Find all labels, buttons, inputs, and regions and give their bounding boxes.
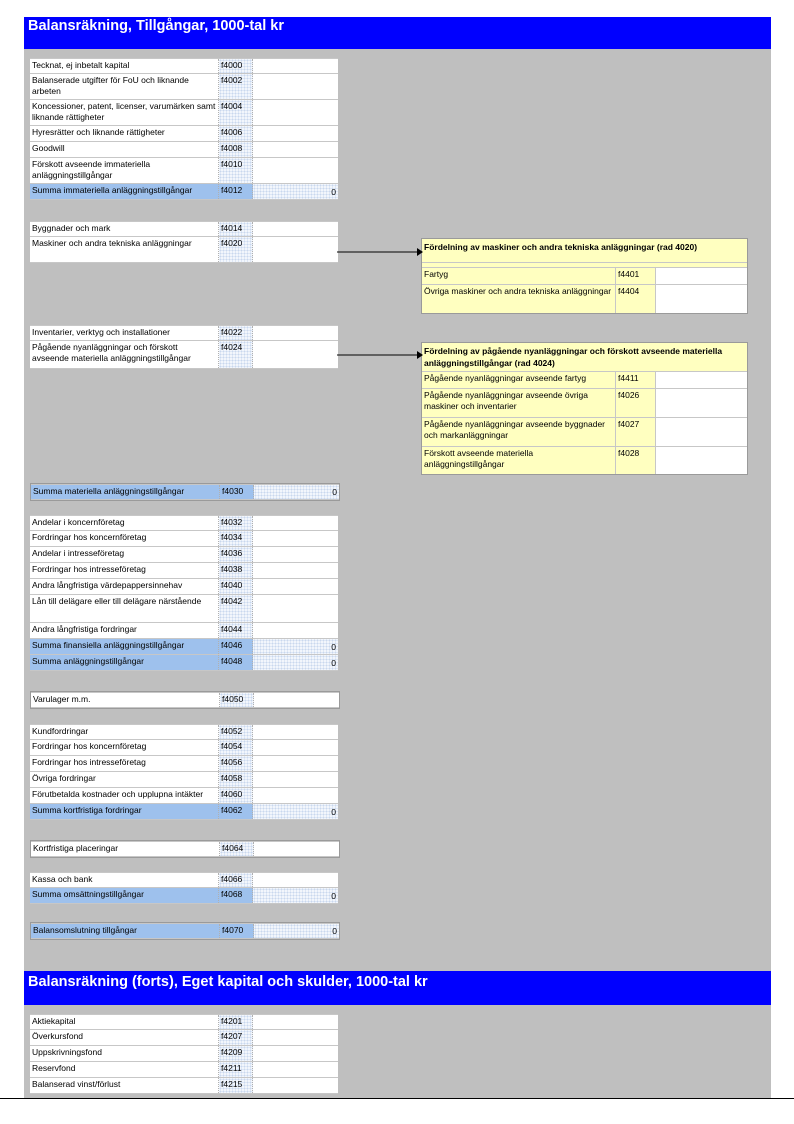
row-code: f4044 [219,623,253,638]
distribution-title: Fördelning av pågående nyanläggningar och förskott avseende materiella anläggningstillgångar (rad 4024) [422,343,747,372]
block-materiella-1 [30,221,338,263]
value-input[interactable] [253,516,338,530]
table-row [30,1078,338,1094]
row-label: Summa omsättningstillgångar [30,888,219,903]
table-row [30,655,338,671]
table-row [30,325,338,341]
row-code: f4008 [219,142,253,157]
table-row [30,639,338,655]
table-row [30,74,338,100]
value-input[interactable] [253,326,338,340]
value-input[interactable] [253,725,338,739]
row-code: f4002 [219,74,253,99]
nyanlaggningar-distribution-box [421,342,748,475]
table-row [30,1046,338,1062]
row-code: f4046 [219,639,253,654]
row-code: f4207 [219,1030,253,1045]
distribution-label: Pågående nyanläggningar avseende fartyg [424,373,587,383]
row-code: f4062 [219,804,253,819]
row-code: f4032 [219,516,253,530]
table-row [31,841,339,857]
table-row [30,1014,338,1030]
row-label: Förutbetalda kostnader och upplupna intäkter [30,788,219,803]
value-input[interactable] [253,595,338,622]
row-label: Andra långfristiga värdepappersinnehav [30,579,219,594]
distribution-row [422,285,747,313]
row-label: Summa anläggningstillgångar [30,655,219,670]
row-code: f4211 [219,1062,253,1077]
row-code: f4060 [219,788,253,803]
distribution-label: Övriga maskiner och andra tekniska anläggningar [424,286,612,296]
table-row [30,142,338,158]
value-input[interactable] [253,531,338,546]
table-row [31,923,339,939]
row-code: f4058 [219,772,253,787]
row-code: f4054 [219,740,253,755]
distribution-value-input[interactable] [655,372,747,388]
page-title [24,17,771,49]
value-input[interactable] [253,1030,338,1045]
table-row [31,484,339,500]
maskiner-distribution-box [421,238,748,314]
value-input[interactable]: 0 [253,804,338,819]
row-label: Summa materiella anläggningstillgångar [31,485,220,499]
row-label: Goodwill [30,142,219,157]
value-input[interactable] [253,1015,338,1029]
block-kassa [30,872,338,904]
row-label: Hyresrätter och liknande rättigheter [30,126,219,141]
row-code: f4034 [219,531,253,546]
row-code: f4050 [220,693,254,707]
row-code: f4020 [219,237,253,262]
table-row [30,341,338,369]
row-code: f4064 [220,842,254,856]
table-row [30,772,338,788]
distribution-row [422,372,747,389]
block-materiella-2 [30,325,338,369]
block-immateriella [30,58,338,200]
row-label: Summa kortfristiga fordringar [30,804,219,819]
value-input[interactable]: 0 [253,639,338,654]
distribution-label: Pågående nyanläggningar avseende byggnader och markanläggningar [424,419,606,440]
table-row [30,531,338,547]
value-input[interactable] [253,1062,338,1077]
value-input[interactable] [253,158,338,183]
table-row [30,100,338,126]
row-label: Summa immateriella anläggningstillgångar [30,184,219,199]
row-code: f4201 [219,1015,253,1029]
block-balans [30,922,340,940]
table-row [30,515,338,531]
row-code: f4006 [219,126,253,141]
row-label: Fordringar hos koncernföretag [30,531,219,546]
row-code: f4000 [219,59,253,73]
table-row [30,184,338,200]
value-input[interactable] [253,756,338,771]
distribution-value-input[interactable] [655,268,747,284]
table-row [30,724,338,740]
row-code: f4048 [219,655,253,670]
value-input[interactable]: 0 [254,924,339,938]
value-input[interactable] [253,563,338,578]
block-finansiella [30,515,338,671]
block-eget-kapital [30,1014,338,1094]
row-label: Aktiekapital [30,1015,219,1029]
table-row [30,221,338,237]
row-label: Pågående nyanläggningar och förskott avseende materiella anläggningstillgångar [30,341,219,368]
row-label: Fordringar hos intresseföretag [30,756,219,771]
table-row [30,888,338,904]
distribution-code: f4026 [615,389,655,417]
value-input[interactable] [253,59,338,73]
distribution-row [422,389,747,418]
value-input[interactable] [253,74,338,99]
row-label: Övriga fordringar [30,772,219,787]
row-code: f4012 [219,184,253,199]
value-input[interactable]: 0 [253,655,338,670]
table-row [30,740,338,756]
row-label: Lån till delägare eller till delägare närstående [30,595,219,622]
value-input[interactable] [253,740,338,755]
row-label: Varulager m.m. [31,693,220,707]
value-input[interactable] [253,126,338,141]
table-row [30,788,338,804]
distribution-code: f4411 [615,372,655,388]
row-code: f4038 [219,563,253,578]
table-row [31,692,339,708]
row-label: Balanserade utgifter för FoU och liknande arbeten [30,74,219,99]
row-label: Fordringar hos koncernföretag [30,740,219,755]
table-row [30,237,338,263]
row-code: f4042 [219,595,253,622]
distribution-value-input[interactable] [655,389,747,417]
distribution-value-input[interactable] [655,285,747,313]
row-label: Kundfordringar [30,725,219,739]
row-code: f4022 [219,326,253,340]
table-row [30,126,338,142]
table-row [30,804,338,820]
distribution-code: f4028 [615,447,655,474]
value-input[interactable] [253,100,338,125]
row-code: f4040 [219,579,253,594]
row-code: f4068 [219,888,253,903]
row-label: Balansomslutning tillgångar [31,924,220,938]
row-label: Förskott avseende immateriella anläggningstillgångar [30,158,219,183]
block-varulager [30,691,340,709]
row-label: Andelar i koncernföretag [30,516,219,530]
value-input[interactable] [253,579,338,594]
value-input[interactable] [253,1078,338,1093]
row-label: Byggnader och mark [30,222,219,236]
block-placeringar [30,840,340,858]
distribution-title: Fördelning av maskiner och andra tekniska anläggningar (rad 4020) [422,239,747,263]
block-kortfordringar [30,724,338,820]
page-title-text: Balansräkning, Tillgångar, 1000-tal kr [28,18,285,34]
section-title [24,971,771,1005]
value-input[interactable] [253,341,338,368]
distribution-row [422,268,747,285]
row-code: f4056 [219,756,253,771]
row-label: Andra långfristiga fordringar [30,623,219,638]
row-code: f4004 [219,100,253,125]
distribution-label: Förskott avseende materiella anläggningstillgångar [424,448,534,469]
row-code: f4215 [219,1078,253,1093]
row-code: f4052 [219,725,253,739]
value-input[interactable] [253,623,338,638]
table-row [30,1030,338,1046]
distribution-value-input[interactable] [655,418,747,446]
page-border-line [0,1098,794,1099]
table-row [30,623,338,639]
distribution-row [422,447,747,474]
row-code: f4209 [219,1046,253,1061]
value-input[interactable] [253,772,338,787]
row-label: Andelar i intresseföretag [30,547,219,562]
table-row [30,595,338,623]
value-input[interactable] [253,142,338,157]
table-row [30,756,338,772]
row-label: Koncessioner, patent, licenser, varumärken samt liknande rättigheter [30,100,219,125]
row-code: f4014 [219,222,253,236]
row-code: f4010 [219,158,253,183]
value-input[interactable] [253,547,338,562]
row-code: f4036 [219,547,253,562]
value-input[interactable] [253,222,338,236]
row-code: f4066 [219,873,253,887]
row-label: Maskiner och andra tekniska anläggningar [30,237,219,262]
value-input[interactable] [253,237,338,262]
value-input[interactable] [253,1046,338,1061]
table-row [30,872,338,888]
row-label: Fordringar hos intresseföretag [30,563,219,578]
distribution-label: Pågående nyanläggningar avseende övriga maskiner och inventarier [424,390,588,411]
value-input[interactable]: 0 [254,485,339,499]
table-row [30,158,338,184]
value-input[interactable]: 0 [253,888,338,903]
row-label: Kassa och bank [30,873,219,887]
table-row [30,579,338,595]
table-row [30,1062,338,1078]
row-label: Summa finansiella anläggningstillgångar [30,639,219,654]
table-row [30,547,338,563]
value-input[interactable]: 0 [253,184,338,199]
row-label: Balanserad vinst/förlust [30,1078,219,1093]
row-code: f4070 [220,924,254,938]
block-summa-materiella [30,483,340,501]
value-input[interactable] [254,693,339,707]
table-row [30,563,338,579]
distribution-code: f4401 [615,268,655,284]
distribution-code: f4404 [615,285,655,313]
row-label: Reservfond [30,1062,219,1077]
value-input[interactable] [254,842,339,856]
value-input[interactable] [253,788,338,803]
section-title-text: Balansräkning (forts), Eget kapital och skulder, 1000-tal kr [28,974,428,990]
arrow-right-icon [337,246,423,258]
row-label: Inventarier, verktyg och installationer [30,326,219,340]
table-row [30,58,338,74]
value-input[interactable] [253,873,338,887]
distribution-code: f4027 [615,418,655,446]
row-code: f4030 [220,485,254,499]
row-code: f4024 [219,341,253,368]
distribution-label: Fartyg [424,269,449,279]
row-label: Överkursfond [30,1030,219,1045]
distribution-row [422,418,747,447]
distribution-value-input[interactable] [655,447,747,474]
row-label: Tecknat, ej inbetalt kapital [30,59,219,73]
arrow-right-icon [337,349,423,361]
row-label: Uppskrivningsfond [30,1046,219,1061]
row-label: Kortfristiga placeringar [31,842,220,856]
